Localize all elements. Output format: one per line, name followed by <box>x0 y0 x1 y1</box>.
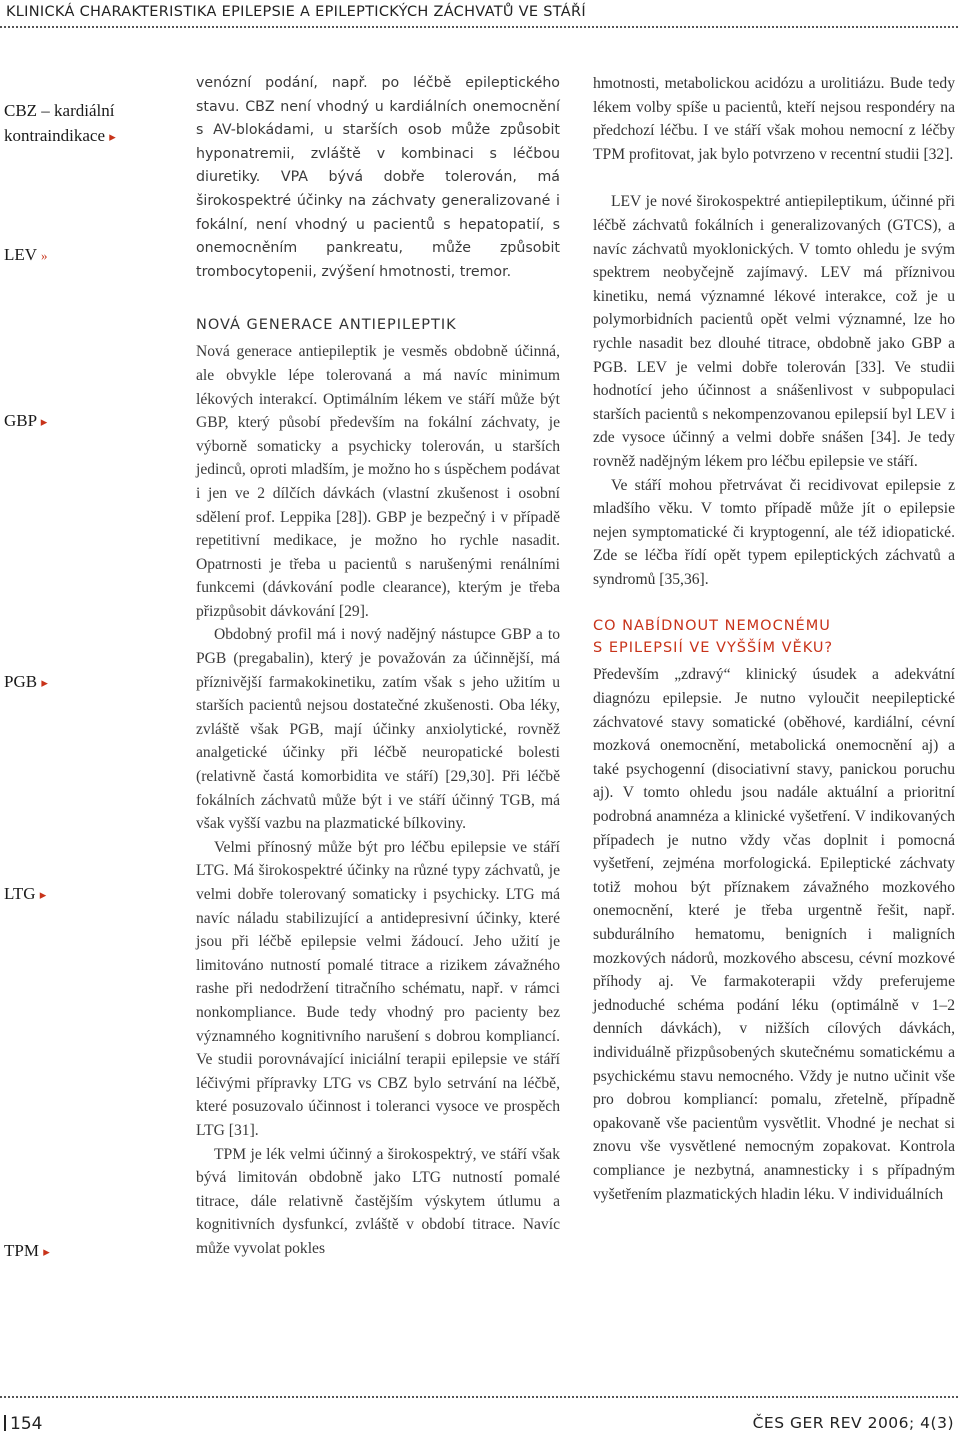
paragraph: Velmi přínosný může být pro léčbu epilepsie ve stáří LTG. Má širokospektré účinky na různé typy záchvatů, je velmi dobře tolerovaný somaticky i psychicky. LTG má navíc náladu stabilizující a antidepresivní účinky, které jsou při léčbě epilepsie velmi žádoucí. Jeho užití je limitováno nutností pomalé titrace a rizikem závažného rashe při nedodržení titračního schématu, např. v rámci nonkompliance. Bude tedy vhodný pro pacienty bez významného kognitivního narušení s dobrou kompliancí. Ve studii porovnávající iniciální terapii epilepsie ve stáří léčivými přípravky LTG vs CBZ bylo setrvání na léčbě, které posuzovalo účinnost i toleranci vysoce ve prospěch LTG [31]. <box>196 838 560 1139</box>
margin-note-ltg <box>4 881 46 907</box>
footer-rule <box>0 1396 960 1398</box>
arrow-right-icon: ▸ <box>39 887 47 902</box>
running-head: KLINICKÁ CHARAKTERISTIKA EPILEPSIE A EPILEPTICKÝCH ZÁCHVATŮ VE STÁŘÍ <box>6 4 586 20</box>
paragraph: Obdobný profil má i nový nadějný nástupce GBP a to PGB (pregabalin), který je považován za účinnější, má příznivější farmakokinetiku, zatím však s jeho užitím u starších pacientů nejsou dostatečné zkušenosti. Oba léky, zvláště však PGB, mají účinky anxiolytické, rovněž analgetické účinky při léčbě neuropatické bolesti (relativně častá komorbidita ve stáří) [29,30]. Při léčbě fokálních záchvatů může být i ve stáří účinný TGB, má však vyšší vazbu na plazmatické bílkoviny. <box>196 626 560 833</box>
paragraph: hmotnosti, metabolickou acidózu a urolitiázu. Bude tedy lékem volby spíše u pacientů, kteří nejsou respondéry na předchozí léčbu. I ve stáří však mohou nemocní z léčby TPM profitovat, jak bylo potvrzeno v recentní studii [32]. <box>593 75 955 163</box>
paragraph: venózní podání, např. po léčbě epileptického stavu. CBZ není vhodný u kardiálních onemocnění s AV-blokádami, u starších osob může způsobit hyponatremii, zvláště v kombinaci s léčbou diuretiky. VPA bývá dobře tolerován, má širokospektré účinky na záchvaty generalizované i fokální, není vhodný u pacientů s hepatopatií, s onemocněním pankreatu, může způsobit trombocytopenii, zvýšení hmotnosti, tremor. <box>196 75 560 280</box>
paragraph: Především „zdravý“ klinický úsudek a adekvátní diagnózu epilepsie. Je nutno vyloučit neepileptické záchvatové stavy somatické (oběhové, kardiální, cévní mozková onemocnění, metabolická onemocnění aj) a také psychogenní (disociativní stavy, panickou poruchu aj). V tomto ohledu jsou nadále aktuální a prioritní podrobná anamnéza a klinické vyšetření. V indikovaných případech je nutno vždy včas doplnit i pomocná vyšetření, zejména morfologická. Epileptické záchvaty totiž mohou být příznakem závažného mozkového onemocnění, které je třeba urgentně řešit, např. subdurálního hematomu, benigních i maligních mozkových nádorů, mozkového abscesu, cévní mozkové příhody aj. Ve farmakoterapii vždy preferujeme jednoduché schéma podání léku (optimálně v 1–2 denních dávkách), v nižších cílových dávkách, individuálně přizpůsobených skutečnému somatickému a psychickému stavu nemocného. Vždy je nutno učinit vše pro dobrou kompliancí: pomalu, zřetelně, případně opakovaně vše pacientům vysvětlit. Vhodné je nechat si znovu vše vysvětlené nemocným zopakovat. Kontrola compliance je nezbytná, anamnesticky i s případným vyšetřením plazmatických hladin léku. V individuálních <box>593 666 955 1203</box>
margin-note-cbz <box>4 98 116 149</box>
paragraph: Ve stáří mohou přetrvávat či recidivovat epilepsie z mladšího věku. V tomto případě může jít o epilepsie nejen symptomatické či kryptogenní, ale též idiopatické. Zde se léčba řídí opět typem epileptických záchvatů a syndromů [35,36]. <box>593 476 955 588</box>
page-number-text: 154 <box>10 1414 43 1434</box>
section-heading <box>593 615 955 659</box>
journal-citation: ČES GER REV 2006; 4(3) <box>752 1414 954 1432</box>
text-column-2 <box>593 72 955 1206</box>
paragraph: Nová generace antiepileptik je vesměs obdobně účinná, ale obvykle lépe tolerovaná a má navíc minimum lékových interakcí. Optimálním lékem ve stáří může být GBP, který působí především na fokální záchvaty, je výborně somaticky a psychicky tolerován, u starších jedinců, oproti mladším, je možno ho s úspěchem podávat i jen ve 2 dílčích dávkách (vlastní zkušenost i osobní sdělení prof. Leppika [28]). GBP je bezpečný i v případě repetitivní medikace, je možno ho rychle nasadit. Opatrnosti je třeba u pacientů s narušenými renálními funkcemi (dávkování podle clearance), kterým je třeba přizpůsobit dávkování [29]. <box>196 343 560 620</box>
margin-note-pgb-label: PGB <box>4 672 38 691</box>
margin-note-lev-label: LEV <box>4 245 37 264</box>
margin-note-tpm <box>4 1238 50 1264</box>
text-column-1 <box>196 72 560 1261</box>
header-rule <box>0 26 960 28</box>
margin-note-tpm-label: TPM <box>4 1241 39 1260</box>
margin-note-gbp-label: GBP <box>4 411 37 430</box>
page-number-bar <box>4 1415 6 1431</box>
section-heading-line: CO NABÍDNOUT NEMOCNÉMU <box>593 618 831 635</box>
page-number <box>4 1414 42 1434</box>
margin-note-lev <box>4 242 48 268</box>
margin-note-gbp <box>4 408 47 434</box>
margin-note-pgb <box>4 669 48 695</box>
double-arrow-right-icon: » <box>41 248 48 263</box>
margin-note-ltg-label: LTG <box>4 884 36 903</box>
arrow-right-icon: ▸ <box>40 414 48 429</box>
margin-note-cbz-line1: CBZ – kardiální <box>4 101 115 120</box>
paragraph: LEV je nové širokospektré antiepileptikum, účinné při léčbě záchvatů fokálních i generalizovaných (GTCS), a navíc záchvatů myoklonických. V tomto ohledu je svým spektrem neobyčejně zajímavý. LEV má příznivou kinetiku, nemá významné lékové interakce, což je u polymorbidních pacientů opět velmi významné, lze ho rychle nasadit bez dlouhé titrace, obdobně jako GBP a PGB. LEV je velmi dobře tolerován [33]. Ve studii hodnotící jeho účinnost a snášenlivost v subpopulaci starších pacientů s nekompenzovanou epilepsií byl LEV i zde vysoce účinný a velmi dobře snášen [34]. Je tedy rovněž nadějným lékem pro léčbu epilepsie ve stáří. <box>593 193 955 470</box>
arrow-right-icon: ▸ <box>43 1244 50 1259</box>
section-heading-line: S EPILEPSIÍ VE VYŠŠÍM VĚKU? <box>593 640 834 657</box>
margin-note-cbz-line2: kontraindikace <box>4 126 106 145</box>
paragraph: TPM je lék velmi účinný a širokospektrý, ve stáří však bývá limitován obdobně jako LTG nutností pomalé titrace, dále relativně častějším výskytem útlumu a kognitivních dysfunkcí, zvláště v období titrace. Navíc může vyvolat pokles <box>196 1145 560 1257</box>
arrow-right-icon: ▸ <box>109 129 116 144</box>
arrow-right-icon: ▸ <box>41 675 48 690</box>
section-heading: NOVÁ GENERACE ANTIEPILEPTIK <box>196 317 457 334</box>
